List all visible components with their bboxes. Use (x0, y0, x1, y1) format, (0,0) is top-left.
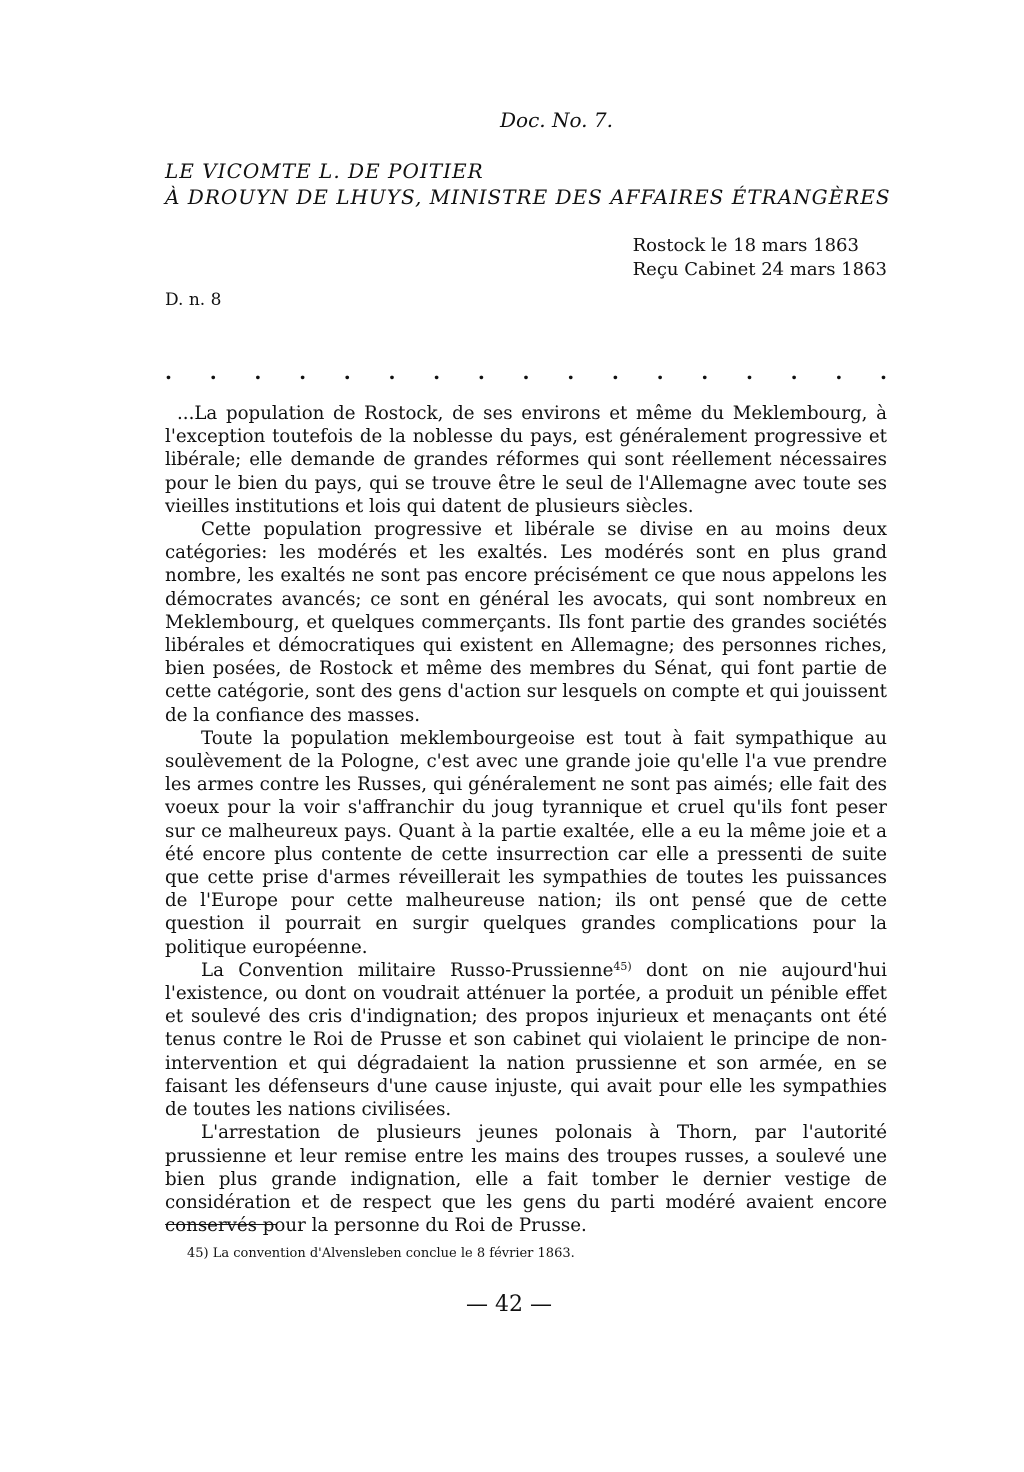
dateline (633, 234, 887, 282)
omission-dot: . (343, 360, 351, 384)
recipient-line: À DROUYN DE LHUYS, MINISTRE DES AFFAIRES ÉTRANGÈRES (165, 185, 891, 209)
sender-line: LE VICOMTE L. DE POITIER (165, 159, 484, 183)
received-date: Reçu Cabinet 24 mars 1863 (632, 259, 887, 280)
omission-dot: . (745, 360, 753, 384)
omission-dot: . (701, 360, 709, 384)
doc-number: Doc. No. 7. (500, 108, 613, 132)
footnote-rule (165, 1224, 277, 1225)
omission-dot: . (299, 360, 307, 384)
paragraph-text: La Convention militaire Russo-Prussienne (201, 959, 614, 981)
omission-dot: . (388, 360, 396, 384)
place-date: Rostock le 18 mars 1863 (632, 235, 859, 256)
paragraph: ...La population de Rostock, de ses environs et même du Meklembourg, à l'exception toutefois de la noblesse du pays, est généralement progressive et libérale; elle demande de grandes réformes qui sont réellement nécessaires pour le bien du pays, qui se trouve être le seul de l'Allemagne avec toute ses vieilles institutions et lois qui datent de plusieurs siècles. (165, 403, 887, 517)
paragraph: Toute la population meklembourgeoise est tout à fait sympathique au soulèvement de la Pologne, c'est avec une grande joie qu'elle l'a vue prendre les armes contre les Russes, qui généralement ne sont pas aimés; elle fait des voeux pour la voir s'affranchir du joug tyrannique et cruel qu'ils font peser sur ce malheureux pays. Quant à la partie exaltée, elle a eu la même joie et a été encore plus contente de cette insurrection car elle a pressenti de suite que cette prise d'armes réveillerait les sympathies de toutes les puissances de l'Europe pour cette malheureuse nation; ils ont pensé que de cette question il pourrait en surgir quelques grandes complications pour la politique européenne. (165, 727, 887, 958)
page-number: — 42 — (466, 1292, 552, 1317)
letter-body (165, 402, 887, 1237)
omission-dot: . (611, 360, 619, 384)
paragraph (165, 959, 887, 1121)
omission-dot: . (522, 360, 530, 384)
omission-dot: . (165, 360, 172, 384)
omission-dot: . (567, 360, 575, 384)
addressee-block (165, 158, 891, 210)
paragraph: L'arrestation de plusieurs jeunes polonais à Thorn, par l'autorité prussienne et leur remise entre les mains des troupes russes, a soulevé une bien plus grande indignation, elle a fait tomber le dernier vestige de considération et de respect que les gens du parti modéré avaient encore conservés pour la personne du Roi de Prusse. (165, 1122, 887, 1237)
paragraph-text: dont on nie aujourd'hui l'existence, ou dont on voudrait atténuer la portée, a produit un pénible effet et soulevé des cris d'indignation; des propos injurieux et menaçants ont été tenus contre le Roi de Prusse et son cabinet qui violaient le principe de non-intervention et qui dégradaient la nation prussienne et son armée, en se faisant les défenseurs d'une cause injuste, qui avait pour elle les sympathies de toutes les nations civilisées. (165, 959, 887, 1121)
omission-dot: . (254, 360, 262, 384)
omission-dot: . (790, 360, 798, 384)
footnote-ref[interactable]: 45) (613, 959, 632, 973)
omission-dot: . (209, 360, 217, 384)
omission-dot: . (656, 360, 664, 384)
paragraph: Cette population progressive et libérale se divise en au moins deux catégories: les modérés et les exaltés. Les modérés sont en plus grand nombre, les exaltés ne sont pas encore précisément ce que nous appelons les démocrates avancés; ce sont en général les avocats, qui sont nombreux en Meklembourg, et quelques commerçants. Ils font partie des grandes sociétés libérales et démocratiques qui existent en Allemagne; des personnes riches, bien posées, de Rostock et même des membres du Sénat, qui font partie de cette catégorie, sont des gens d'action sur lesquels on compte et qui jouissent de la confiance des masses. (165, 519, 887, 726)
omission-dot: . (477, 360, 485, 384)
dispatch-number: D. n. 8 (165, 290, 222, 310)
omission-dot: . (880, 360, 887, 384)
omission-dots (165, 360, 887, 384)
footnote: 45) La convention d'Alvensleben conclue le 8 février 1863. (187, 1246, 575, 1261)
omission-dot: . (835, 360, 843, 384)
omission-dot: . (433, 360, 441, 384)
